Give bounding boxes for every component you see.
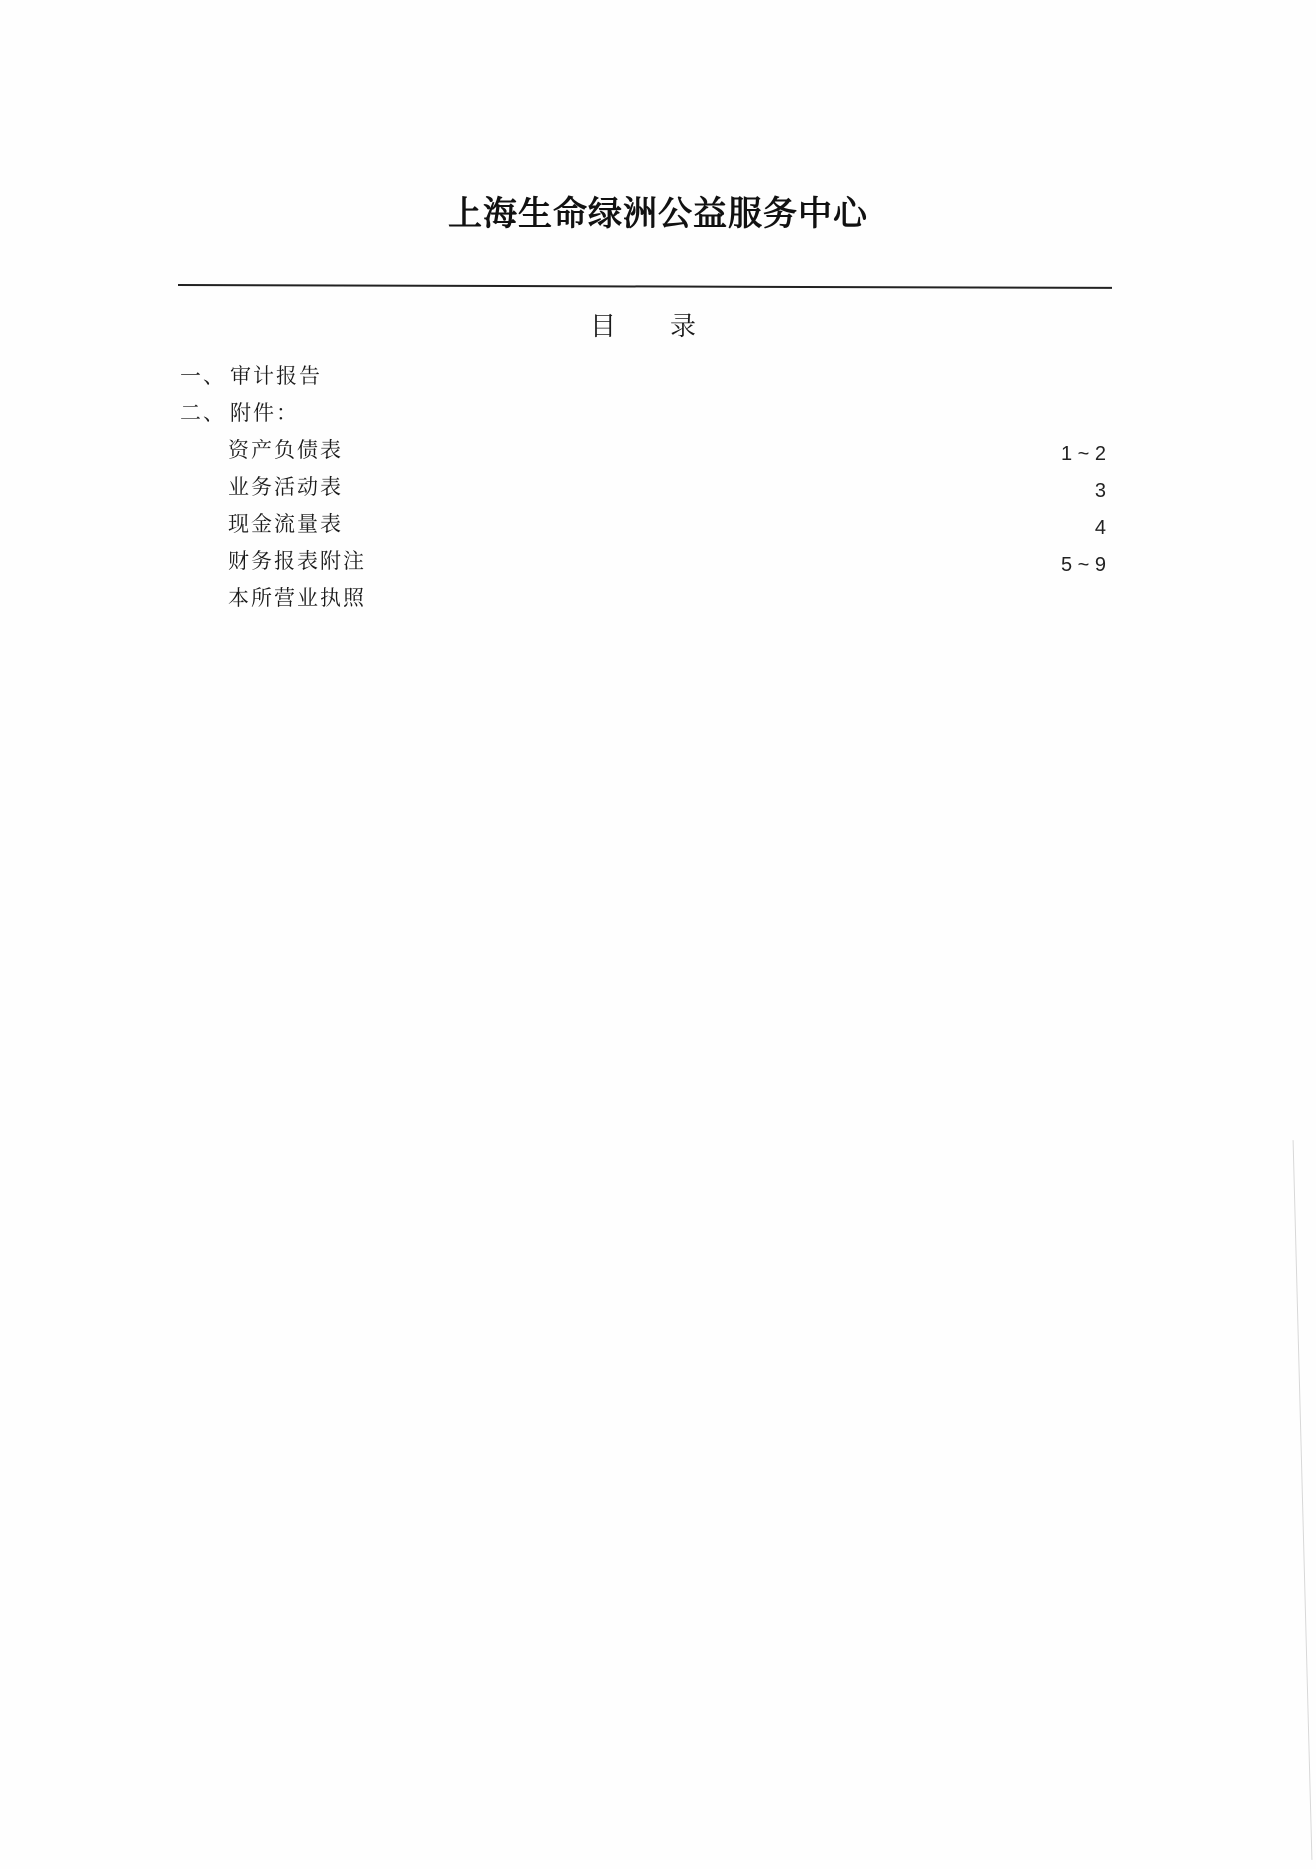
- toc-item-page: 4: [1094, 517, 1106, 539]
- toc-item-page: 3: [1094, 480, 1106, 502]
- toc-item-label: 审计报告: [230, 364, 322, 388]
- toc-item-activity-statement: [180, 472, 1106, 502]
- toc-item-label: 现金流量表: [228, 512, 343, 536]
- toc-item-audit-report: [180, 361, 1106, 391]
- toc-item-label: 资产负债表: [228, 438, 343, 462]
- toc-item-cash-flow-statement: [180, 509, 1106, 539]
- toc-item-notes: [180, 546, 1106, 576]
- toc-item-page: 5 ~ 9: [1060, 554, 1106, 576]
- toc-item-business-license: [180, 583, 1106, 613]
- scan-edge-mark: [1293, 1140, 1313, 1860]
- toc-heading: 目 录: [589, 312, 710, 342]
- toc-item-label: 本所营业执照: [228, 586, 366, 610]
- organization-title: 上海生命绿洲公益服务中心: [448, 194, 868, 234]
- toc-item-number: 二、: [180, 401, 226, 425]
- toc-item-attachments: [180, 398, 1106, 428]
- toc-item-label: 附件：: [230, 401, 299, 425]
- toc-item-page: 1 ~ 2: [1060, 443, 1106, 465]
- title-divider: [178, 284, 1112, 289]
- toc-item-label: 财务报表附注: [228, 549, 366, 573]
- toc-item-label: 业务活动表: [228, 475, 343, 499]
- toc-item-balance-sheet: [180, 435, 1106, 465]
- toc-item-number: 一、: [180, 364, 226, 388]
